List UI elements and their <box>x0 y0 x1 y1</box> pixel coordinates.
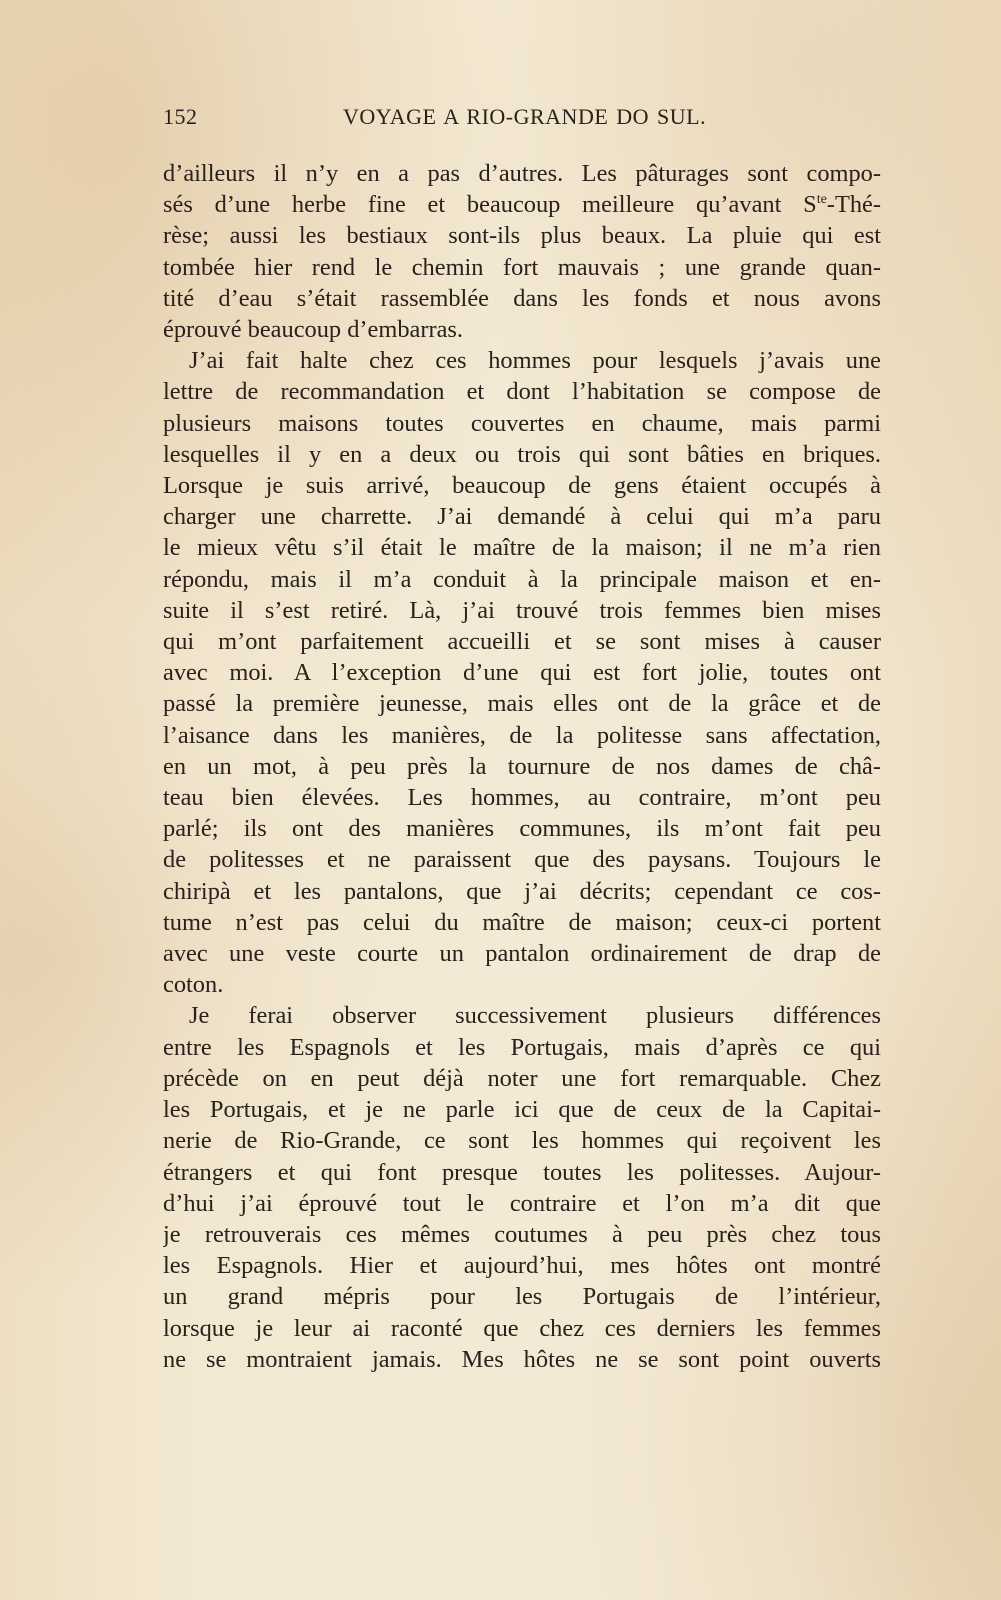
text-line: je retrouverais ces mêmes coutumes à peu près chez tous <box>163 1220 881 1248</box>
page-number: 152 <box>163 104 198 129</box>
text-line: tité d’eau s’était rassemblée dans les fonds et nous avons <box>163 284 881 312</box>
text-line: avec moi. A l’exception d’une qui est fort jolie, toutes ont <box>163 659 881 687</box>
text-line: lorsque je leur ai raconté que chez ces derniers les femmes <box>163 1314 881 1342</box>
running-title: VOYAGE A RIO-GRANDE DO SUL. <box>343 104 707 129</box>
text-line: les Portugais, et je ne parle ici que de ceux de la Capitai- <box>163 1096 881 1124</box>
text-line: passé la première jeunesse, mais elles ont de la grâce et de <box>163 690 881 718</box>
text-line: nerie de Rio-Grande, ce sont les hommes qui reçoivent les <box>163 1127 881 1155</box>
text-line: parlé; ils ont des manières communes, ils m’ont fait peu <box>163 815 881 843</box>
text-line: coton. <box>163 971 224 999</box>
text-line: qui m’ont parfaitement accueilli et se sont mises à causer <box>163 628 881 656</box>
text-line: éprouvé beaucoup d’embarras. <box>163 316 463 344</box>
text-line: d’hui j’ai éprouvé tout le contraire et l’on m’a dit que <box>163 1189 881 1217</box>
text-line: Je ferai observer successivement plusieurs différences <box>189 1002 881 1030</box>
text-line: tume n’est pas celui du maître de maison; ceux-ci portent <box>163 908 881 936</box>
text-line: lettre de recommandation et dont l’habitation se compose de <box>163 378 881 406</box>
book-page <box>163 104 881 1375</box>
text-line: entre les Espagnols et les Portugais, mais d’après ce qui <box>163 1033 881 1061</box>
body-text <box>163 158 881 1375</box>
text-line: les Espagnols. Hier et aujourd’hui, mes hôtes ont montré <box>163 1252 881 1280</box>
text-line: de politesses et ne paraissent que des paysans. Toujours le <box>163 846 881 874</box>
text-line: précède on en peut déjà noter une fort remarquable. Chez <box>163 1064 881 1092</box>
text-line: chiripà et les pantalons, que j’ai décrits; cependant ce cos- <box>163 877 881 905</box>
text-line: un grand mépris pour les Portugais de l’intérieur, <box>163 1283 881 1311</box>
text-line: charger une charrette. J’ai demandé à celui qui m’a paru <box>163 503 881 531</box>
text-line: en un mot, à peu près la tournure de nos dames de châ- <box>163 752 881 780</box>
text-line: J’ai fait halte chez ces hommes pour lesquels j’avais une <box>189 347 881 375</box>
text-line: ne se montraient jamais. Mes hôtes ne se sont point ouverts <box>163 1345 881 1373</box>
text-line: suite il s’est retiré. Là, j’ai trouvé trois femmes bien mises <box>163 596 881 624</box>
text-line: Lorsque je suis arrivé, beaucoup de gens étaient occupés à <box>163 472 881 500</box>
text-line: lesquelles il y en a deux ou trois qui sont bâties en briques. <box>163 440 881 468</box>
text-line: d’ailleurs il n’y en a pas d’autres. Les pâturages sont compo- <box>163 160 881 187</box>
text-line: teau bien élevées. Les hommes, au contraire, m’ont peu <box>163 784 881 812</box>
text-line: avec une veste courte un pantalon ordinairement de drap de <box>163 940 881 968</box>
text-line: tombée hier rend le chemin fort mauvais ; une grande quan- <box>163 253 881 281</box>
text-line: sés d’une herbe fine et beaucoup meilleure qu’avant $S^{te}-Thé-$ <box>163 191 881 219</box>
page-header <box>163 104 881 144</box>
text-line: l’aisance dans les manières, de la politesse sans affectation, <box>163 721 881 749</box>
text-line: étrangers et qui font presque toutes les politesses. Aujour- <box>163 1158 881 1186</box>
text-line: répondu, mais il m’a conduit à la principale maison et en- <box>163 565 881 593</box>
text-line: rèse; aussi les bestiaux sont-ils plus beaux. La pluie qui est <box>163 222 881 250</box>
text-line: le mieux vêtu s’il était le maître de la maison; il ne m’a rien <box>163 534 881 562</box>
text-line: plusieurs maisons toutes couvertes en chaume, mais parmi <box>163 409 881 437</box>
